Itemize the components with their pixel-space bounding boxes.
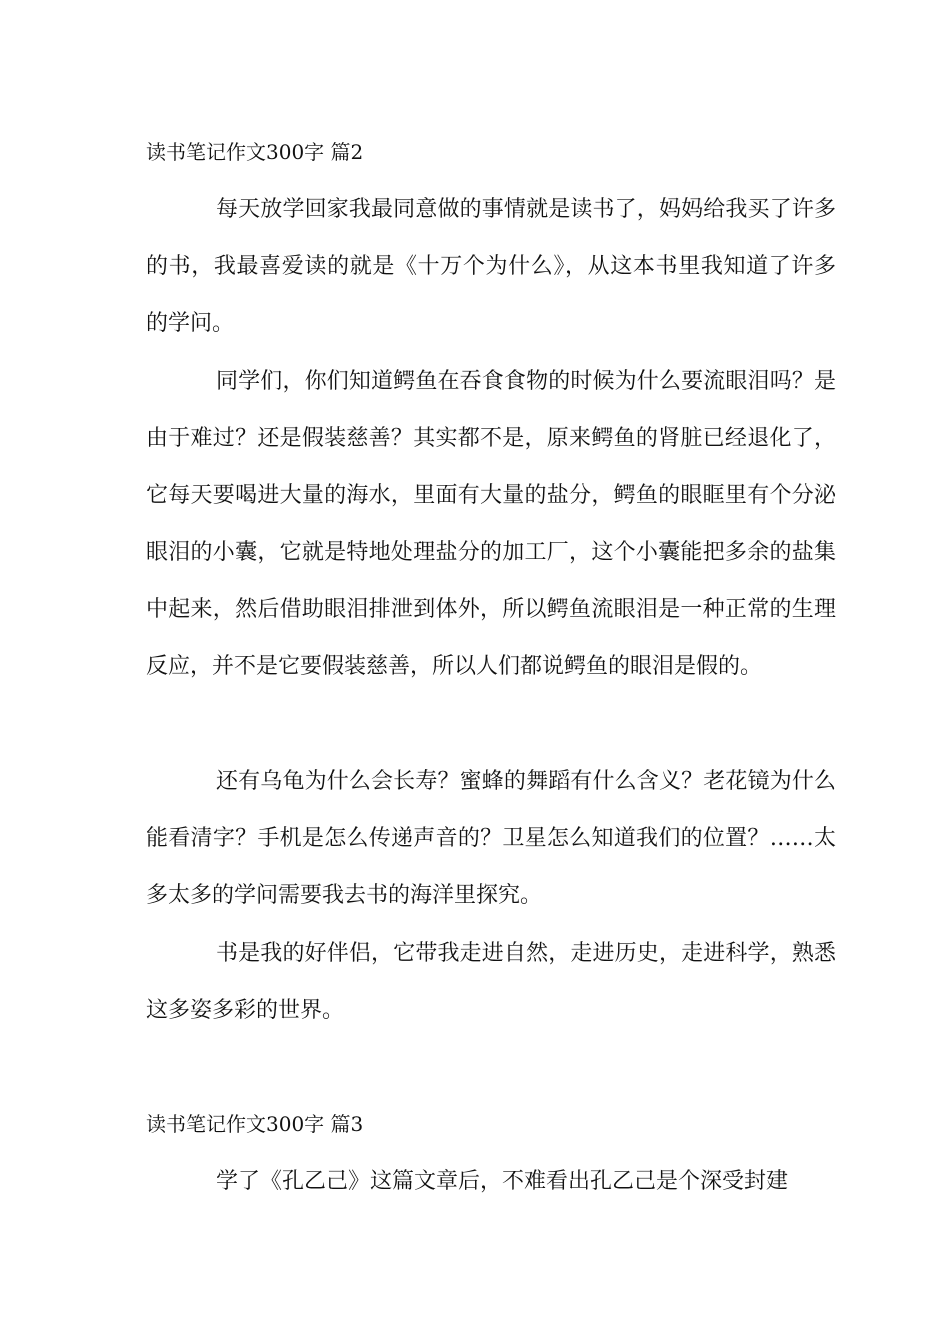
paragraph-2-2: 同学们，你们知道鳄鱼在吞食食物的时候为什么要流眼泪吗？是由于难过？还是假装慈善？其实都不是，原来鳄鱼的肾脏已经退化了，它每天要喝进大量的海水，里面有大量的盐分，鳄鱼的眼眶里有个分泌眼泪的小囊，它就是特地处理盐分的加工厂，这个小囊能把多余的盐集中起来，然后借助眼泪排泄到体外，所以鳄鱼流眼泪是一种正常的生理反应，并不是它要假装慈善，所以人们都说鳄鱼的眼泪是假的。 bbox=[146, 369, 836, 679]
paragraph-3-1: 学了《孔乙己》这篇文章后，不难看出孔乙己是个深受封建 bbox=[216, 1169, 789, 1194]
section-heading-3: 读书笔记作文300字 篇3 bbox=[146, 1112, 364, 1136]
section-heading-2: 读书笔记作文300字 篇2 bbox=[146, 140, 364, 164]
paragraph-2-1: 每天放学回家我最同意做的事情就是读书了，妈妈给我买了许多的书，我最喜爱读的就是《十万个为什么》，从这本书里我知道了许多的学问。 bbox=[146, 197, 836, 336]
paragraph-2-3: 还有乌龟为什么会长寿？蜜蜂的舞蹈有什么含义？老花镜为什么能看清字？手机是怎么传递声音的？卫星怎么知道我们的位置？……太多太多的学问需要我去书的海洋里探究。 bbox=[146, 769, 836, 908]
paragraph-2-4: 书是我的好伴侣，它带我走进自然，走进历史，走进科学，熟悉这多姿多彩的世界。 bbox=[146, 941, 836, 1023]
